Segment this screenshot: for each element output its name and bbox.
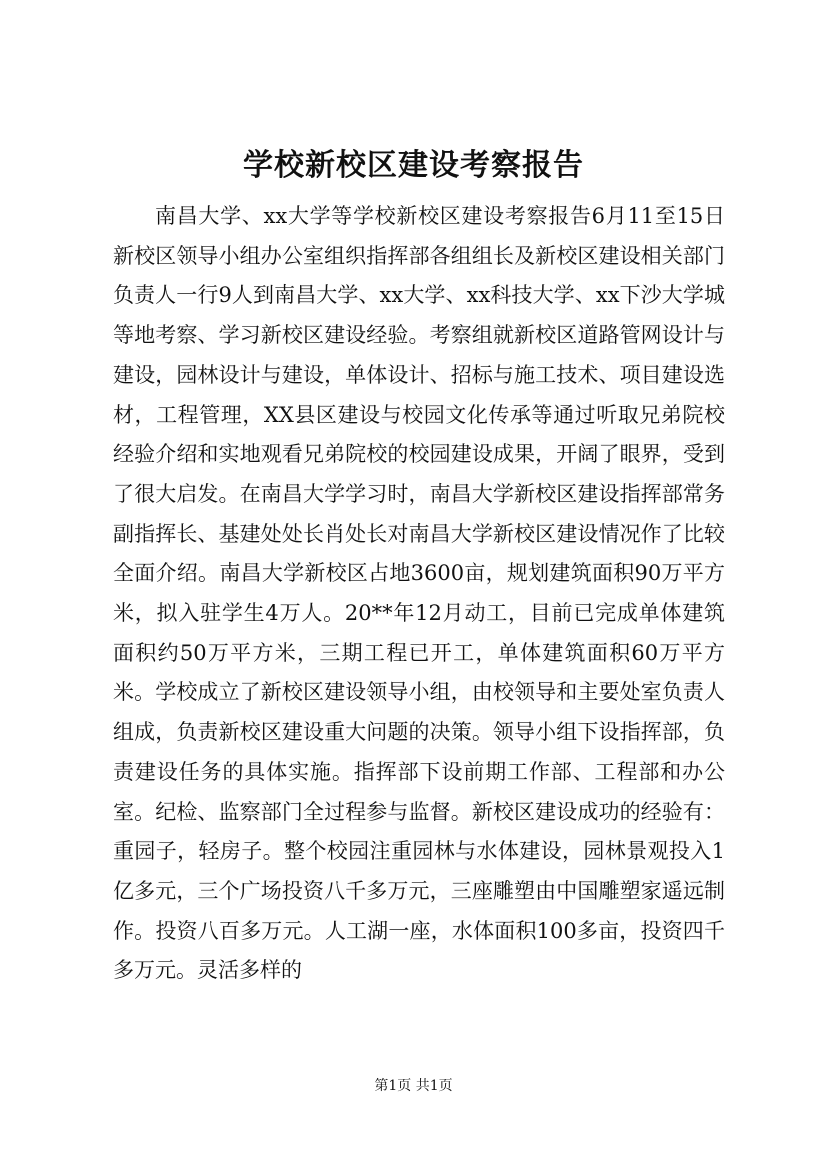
document-title: 学校新校区建设考察报告: [243, 148, 584, 183]
document-body-paragraph: 南昌大学、xx大学等学校新校区建设考察报告6月11至15日新校区领导小组办公室组织指挥部各组组长及新校区建设相关部门负责人一行9人到南昌大学、xx大学、xx科技大学、xx下沙大学城等地考察、学习新校区建设经验。考察组就新校区道路管网设计与建设，园林设计与建设，单体设计、招标与施工技术、项目建设选材，工程管理，XX县区建设与校园文化传承等通过听取兄弟院校经验介绍和实地观看兄弟院校的校园建设成果，开阔了眼界，受到了很大启发。在南昌大学学习时，南昌大学新校区建设指挥部常务副指挥长、基建处处长肖处长对南昌大学新校区建设情况作了比较全面介绍。南昌大学新校区占地3600亩，规划建筑面积90万平方米，拟入驻学生4万人。20**年12月动工，目前已完成单体建筑面积约50万平方米，三期工程已开工，单体建筑面积60万平方米。学校成立了新校区建设领导小组，由校领导和主要处室负责人组成，负责新校区建设重大问题的决策。领导小组下设指挥部，负责建设任务的具体实施。指挥部下设前期工作部、工程部和办公室。纪检、监察部门全过程参与监督。新校区建设成功的经验有：重园子，轻房子。整个校园注重园林与水体建设，园林景观投入1亿多元，三个广场投资八千多万元，三座雕塑由中国雕塑家遥远制作。投资八百多万元。人工湖一座，水体面积100多亩，投资四千多万元。灵活多样的: [113, 204, 725, 983]
page-number-footer: 第1页 共1页: [374, 1078, 453, 1094]
